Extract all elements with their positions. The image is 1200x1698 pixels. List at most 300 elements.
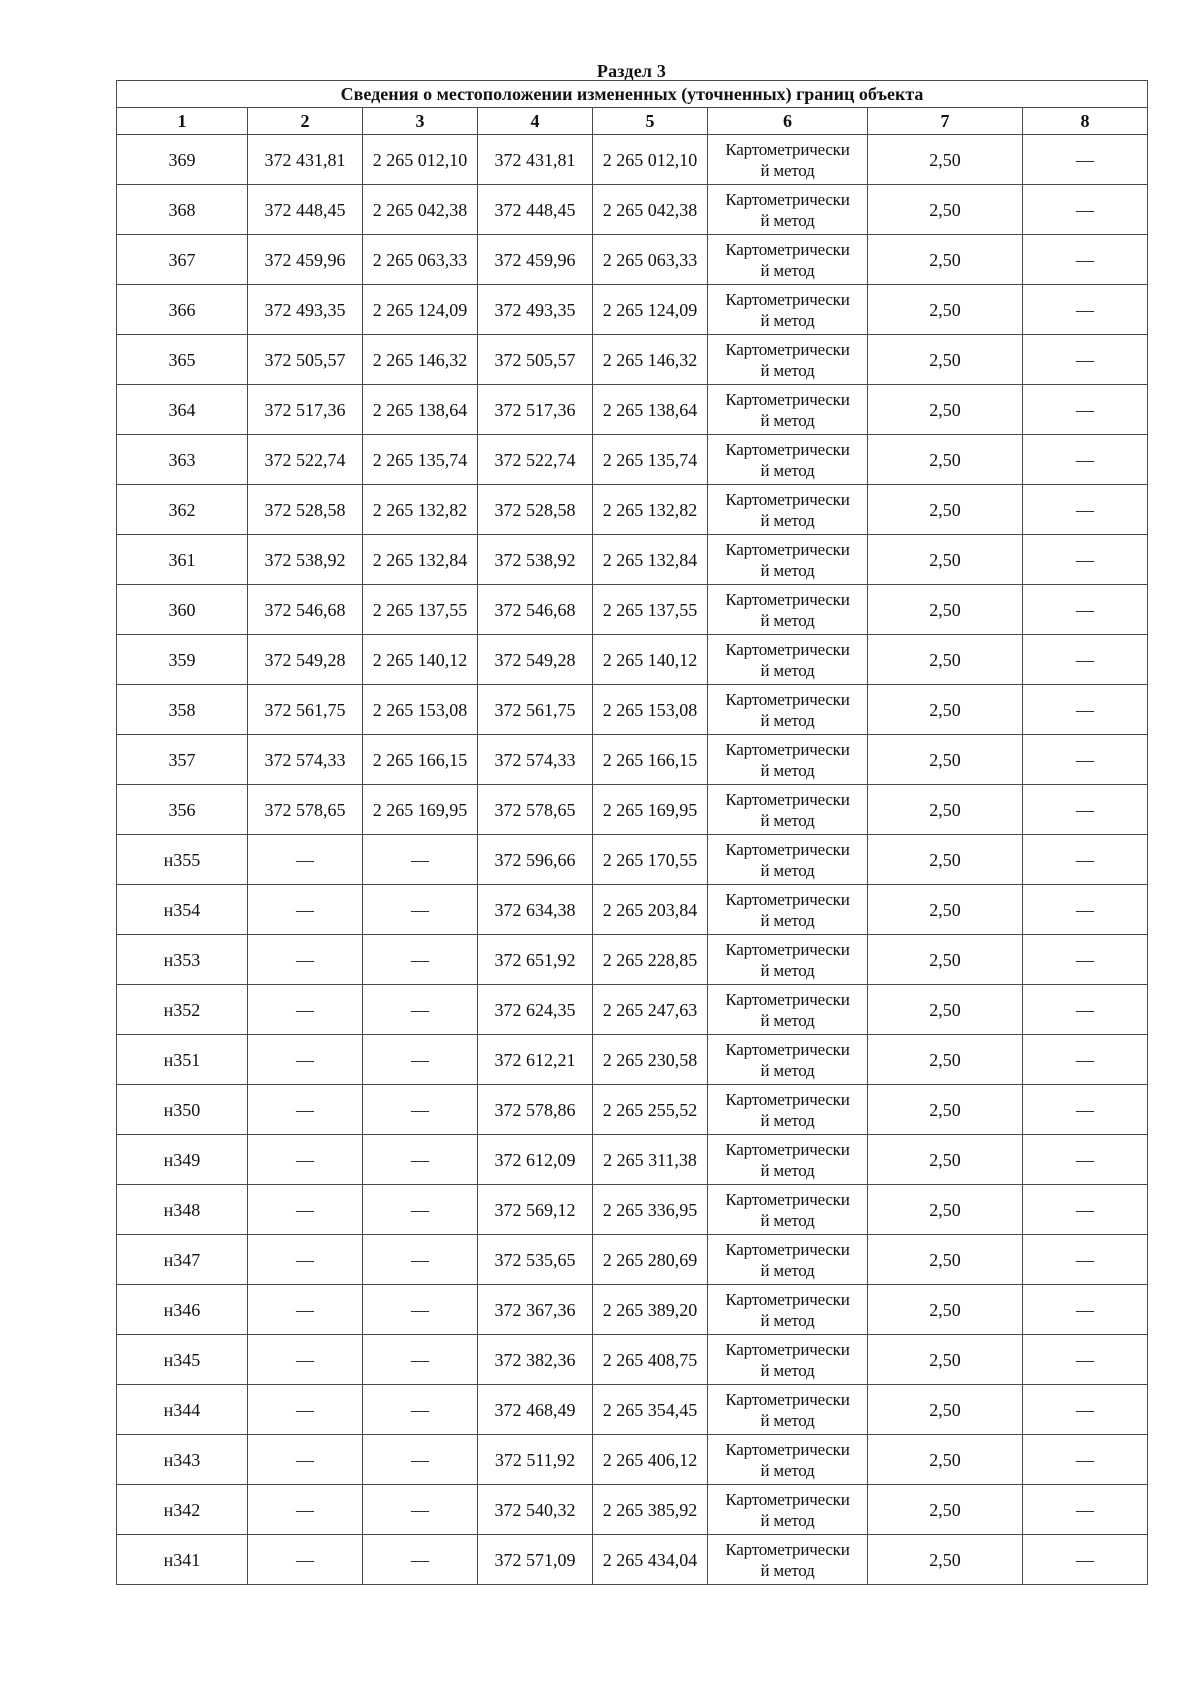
accuracy-cell: 2,50 [868, 1385, 1023, 1435]
table-row [117, 1485, 1148, 1535]
table-row [117, 1185, 1148, 1235]
note-cell: — [1023, 935, 1148, 985]
y-new-cell: 2 265 135,74 [593, 435, 708, 485]
y-old-cell: 2 265 169,95 [363, 785, 478, 835]
note-cell: — [1023, 235, 1148, 285]
x-new-cell: 372 578,86 [478, 1085, 593, 1135]
column-number: 6 [708, 108, 868, 135]
point-number-cell: н341 [117, 1535, 248, 1585]
accuracy-cell: 2,50 [868, 435, 1023, 485]
point-number-cell: 365 [117, 335, 248, 385]
note-cell: — [1023, 1335, 1148, 1385]
method-text: Картометрически [725, 939, 850, 959]
method-text: й метод [760, 1160, 815, 1180]
point-number-cell: н353 [117, 935, 248, 985]
method-cell [708, 985, 868, 1035]
method-text: й метод [760, 1510, 815, 1530]
accuracy-cell: 2,50 [868, 1185, 1023, 1235]
note-cell: — [1023, 435, 1148, 485]
y-old-cell: 2 265 146,32 [363, 335, 478, 385]
column-number: 3 [363, 108, 478, 135]
y-old-cell: 2 265 124,09 [363, 285, 478, 335]
method-text: й метод [760, 810, 815, 830]
y-new-cell: 2 265 012,10 [593, 135, 708, 185]
method-cell [708, 1035, 868, 1085]
y-old-cell: 2 265 138,64 [363, 385, 478, 435]
x-old-cell: — [248, 1235, 363, 1285]
point-number-cell: н347 [117, 1235, 248, 1285]
point-number-cell: 356 [117, 785, 248, 835]
note-cell: — [1023, 1485, 1148, 1535]
table-row [117, 1035, 1148, 1085]
accuracy-cell: 2,50 [868, 985, 1023, 1035]
accuracy-cell: 2,50 [868, 135, 1023, 185]
table-row [117, 785, 1148, 835]
point-number-cell: н342 [117, 1485, 248, 1535]
method-cell [708, 635, 868, 685]
method-text: й метод [760, 710, 815, 730]
note-cell: — [1023, 585, 1148, 635]
column-number: 8 [1023, 108, 1148, 135]
method-text: Картометрически [725, 1339, 850, 1359]
y-new-cell: 2 265 311,38 [593, 1135, 708, 1185]
x-old-cell: — [248, 885, 363, 935]
x-old-cell: 372 505,57 [248, 335, 363, 385]
y-new-cell: 2 265 354,45 [593, 1385, 708, 1435]
table-row [117, 885, 1148, 935]
y-new-cell: 2 265 169,95 [593, 785, 708, 835]
accuracy-cell: 2,50 [868, 785, 1023, 835]
method-text: й метод [760, 1010, 815, 1030]
method-text: й метод [760, 610, 815, 630]
x-new-cell: 372 448,45 [478, 185, 593, 235]
y-old-cell: — [363, 1035, 478, 1085]
accuracy-cell: 2,50 [868, 1135, 1023, 1185]
x-new-cell: 372 538,92 [478, 535, 593, 585]
x-old-cell: — [248, 1085, 363, 1135]
y-old-cell: — [363, 1335, 478, 1385]
point-number-cell: н346 [117, 1285, 248, 1335]
table-body [117, 135, 1148, 1585]
x-old-cell: — [248, 1435, 363, 1485]
y-old-cell: 2 265 166,15 [363, 735, 478, 785]
point-number-cell: н354 [117, 885, 248, 935]
accuracy-cell: 2,50 [868, 485, 1023, 535]
method-text: Картометрически [725, 739, 850, 759]
point-number-cell: 369 [117, 135, 248, 185]
table-caption: Сведения о местоположении измененных (уточненных) границ объекта [117, 81, 1148, 108]
note-cell: — [1023, 835, 1148, 885]
point-number-cell: 367 [117, 235, 248, 285]
accuracy-cell: 2,50 [868, 385, 1023, 435]
method-text: Картометрически [725, 1389, 850, 1409]
method-cell [708, 1335, 868, 1385]
method-text: й метод [760, 1560, 815, 1580]
method-text: й метод [760, 560, 815, 580]
method-text: Картометрически [725, 1139, 850, 1159]
method-cell [708, 535, 868, 585]
method-text: й метод [760, 960, 815, 980]
method-cell [708, 1185, 868, 1235]
point-number-cell: н352 [117, 985, 248, 1035]
point-number-cell: н349 [117, 1135, 248, 1185]
table-row [117, 635, 1148, 685]
accuracy-cell: 2,50 [868, 635, 1023, 685]
note-cell: — [1023, 1435, 1148, 1485]
y-new-cell: 2 265 385,92 [593, 1485, 708, 1535]
x-new-cell: 372 367,36 [478, 1285, 593, 1335]
table-caption-row [117, 81, 1148, 108]
y-new-cell: 2 265 138,64 [593, 385, 708, 435]
column-number: 7 [868, 108, 1023, 135]
method-cell [708, 435, 868, 485]
x-new-cell: 372 493,35 [478, 285, 593, 335]
y-new-cell: 2 265 434,04 [593, 1535, 708, 1585]
table-row [117, 735, 1148, 785]
y-old-cell: — [363, 1435, 478, 1485]
method-text: Картометрически [725, 389, 850, 409]
x-new-cell: 372 571,09 [478, 1535, 593, 1585]
method-text: й метод [760, 1260, 815, 1280]
method-text: Картометрически [725, 1189, 850, 1209]
x-new-cell: 372 612,09 [478, 1135, 593, 1185]
x-new-cell: 372 634,38 [478, 885, 593, 935]
y-new-cell: 2 265 146,32 [593, 335, 708, 385]
method-cell [708, 1235, 868, 1285]
method-text: Картометрически [725, 689, 850, 709]
table-row [117, 1535, 1148, 1585]
method-text: й метод [760, 310, 815, 330]
method-cell [708, 1485, 868, 1535]
point-number-cell: 357 [117, 735, 248, 785]
y-old-cell: — [363, 935, 478, 985]
table-row [117, 685, 1148, 735]
method-text: Картометрически [725, 1289, 850, 1309]
method-cell [708, 1535, 868, 1585]
accuracy-cell: 2,50 [868, 1485, 1023, 1535]
y-new-cell: 2 265 230,58 [593, 1035, 708, 1085]
y-new-cell: 2 265 042,38 [593, 185, 708, 235]
x-old-cell: 372 549,28 [248, 635, 363, 685]
x-old-cell: 372 522,74 [248, 435, 363, 485]
x-new-cell: 372 511,92 [478, 1435, 593, 1485]
method-text: Картометрически [725, 839, 850, 859]
method-cell [708, 585, 868, 635]
y-old-cell: — [363, 1535, 478, 1585]
y-new-cell: 2 265 406,12 [593, 1435, 708, 1485]
x-new-cell: 372 459,96 [478, 235, 593, 285]
accuracy-cell: 2,50 [868, 1435, 1023, 1485]
y-old-cell: — [363, 1235, 478, 1285]
method-text: й метод [760, 1060, 815, 1080]
y-new-cell: 2 265 132,82 [593, 485, 708, 535]
point-number-cell: н345 [117, 1335, 248, 1385]
x-old-cell: — [248, 1185, 363, 1235]
point-number-cell: 361 [117, 535, 248, 585]
point-number-cell: 360 [117, 585, 248, 635]
note-cell: — [1023, 1535, 1148, 1585]
method-cell [708, 785, 868, 835]
method-cell [708, 935, 868, 985]
table-row [117, 235, 1148, 285]
column-number: 2 [248, 108, 363, 135]
table-row [117, 585, 1148, 635]
accuracy-cell: 2,50 [868, 285, 1023, 335]
y-new-cell: 2 265 228,85 [593, 935, 708, 985]
accuracy-cell: 2,50 [868, 935, 1023, 985]
note-cell: — [1023, 135, 1148, 185]
x-new-cell: 372 528,58 [478, 485, 593, 535]
x-new-cell: 372 517,36 [478, 385, 593, 435]
note-cell: — [1023, 335, 1148, 385]
table-row [117, 835, 1148, 885]
x-old-cell: 372 538,92 [248, 535, 363, 585]
table-row [117, 135, 1148, 185]
method-text: й метод [760, 360, 815, 380]
x-old-cell: 372 528,58 [248, 485, 363, 535]
x-new-cell: 372 612,21 [478, 1035, 593, 1085]
point-number-cell: 368 [117, 185, 248, 235]
note-cell: — [1023, 1285, 1148, 1335]
note-cell: — [1023, 985, 1148, 1035]
x-new-cell: 372 522,74 [478, 435, 593, 485]
method-text: Картометрически [725, 1539, 850, 1559]
method-cell [708, 685, 868, 735]
x-new-cell: 372 535,65 [478, 1235, 593, 1285]
table-row [117, 385, 1148, 435]
note-cell: — [1023, 185, 1148, 235]
method-cell [708, 835, 868, 885]
x-old-cell: 372 431,81 [248, 135, 363, 185]
method-text: й метод [760, 910, 815, 930]
point-number-cell: н351 [117, 1035, 248, 1085]
method-text: Картометрически [725, 139, 850, 159]
x-old-cell: — [248, 1535, 363, 1585]
table-row [117, 1235, 1148, 1285]
y-old-cell: — [363, 1185, 478, 1235]
point-number-cell: 366 [117, 285, 248, 335]
point-number-cell: 362 [117, 485, 248, 535]
y-old-cell: — [363, 985, 478, 1035]
y-new-cell: 2 265 170,55 [593, 835, 708, 885]
method-text: Картометрически [725, 1489, 850, 1509]
accuracy-cell: 2,50 [868, 235, 1023, 285]
method-text: й метод [760, 1210, 815, 1230]
y-old-cell: — [363, 885, 478, 935]
method-text: Картометрически [725, 189, 850, 209]
accuracy-cell: 2,50 [868, 185, 1023, 235]
y-new-cell: 2 265 140,12 [593, 635, 708, 685]
note-cell: — [1023, 885, 1148, 935]
x-new-cell: 372 382,36 [478, 1335, 593, 1385]
table-row [117, 1285, 1148, 1335]
y-old-cell: — [363, 1285, 478, 1335]
table-row [117, 985, 1148, 1035]
method-text: Картометрически [725, 239, 850, 259]
method-cell [708, 335, 868, 385]
method-text: й метод [760, 1460, 815, 1480]
y-old-cell: 2 265 132,84 [363, 535, 478, 585]
method-text: й метод [760, 1110, 815, 1130]
point-number-cell: 363 [117, 435, 248, 485]
y-old-cell: — [363, 1385, 478, 1435]
y-new-cell: 2 265 153,08 [593, 685, 708, 735]
y-old-cell: 2 265 132,82 [363, 485, 478, 535]
method-cell [708, 185, 868, 235]
table-row [117, 485, 1148, 535]
x-old-cell: 372 574,33 [248, 735, 363, 785]
note-cell: — [1023, 735, 1148, 785]
x-old-cell: 372 561,75 [248, 685, 363, 735]
note-cell: — [1023, 1035, 1148, 1085]
method-text: й метод [760, 1360, 815, 1380]
method-text: Картометрически [725, 989, 850, 1009]
method-text: Картометрически [725, 789, 850, 809]
coordinates-table [116, 80, 1148, 1585]
x-new-cell: 372 569,12 [478, 1185, 593, 1235]
y-old-cell: — [363, 1135, 478, 1185]
note-cell: — [1023, 485, 1148, 535]
method-cell [708, 135, 868, 185]
column-number: 1 [117, 108, 248, 135]
x-new-cell: 372 468,49 [478, 1385, 593, 1435]
x-old-cell: — [248, 1485, 363, 1535]
method-text: й метод [760, 210, 815, 230]
x-new-cell: 372 596,66 [478, 835, 593, 885]
accuracy-cell: 2,50 [868, 585, 1023, 635]
x-old-cell: 372 546,68 [248, 585, 363, 635]
accuracy-cell: 2,50 [868, 885, 1023, 935]
x-new-cell: 372 431,81 [478, 135, 593, 185]
method-text: й метод [760, 460, 815, 480]
note-cell: — [1023, 635, 1148, 685]
method-text: й метод [760, 1410, 815, 1430]
point-number-cell: 359 [117, 635, 248, 685]
method-cell [708, 885, 868, 935]
y-old-cell: — [363, 1085, 478, 1135]
method-text: Картометрически [725, 439, 850, 459]
x-old-cell: 372 459,96 [248, 235, 363, 285]
method-text: Картометрически [725, 1439, 850, 1459]
table-row [117, 535, 1148, 585]
point-number-cell: н350 [117, 1085, 248, 1135]
table-row [117, 1085, 1148, 1135]
y-new-cell: 2 265 203,84 [593, 885, 708, 935]
accuracy-cell: 2,50 [868, 1335, 1023, 1385]
method-cell [708, 1385, 868, 1435]
point-number-cell: н348 [117, 1185, 248, 1235]
x-new-cell: 372 578,65 [478, 785, 593, 835]
method-cell [708, 1135, 868, 1185]
x-old-cell: — [248, 935, 363, 985]
method-text: Картометрически [725, 289, 850, 309]
method-text: Картометрически [725, 1039, 850, 1059]
y-old-cell: 2 265 153,08 [363, 685, 478, 735]
method-text: й метод [760, 760, 815, 780]
table-row [117, 1435, 1148, 1485]
accuracy-cell: 2,50 [868, 1035, 1023, 1085]
x-new-cell: 372 574,33 [478, 735, 593, 785]
method-text: Картометрически [725, 1239, 850, 1259]
x-old-cell: 372 493,35 [248, 285, 363, 335]
method-cell [708, 485, 868, 535]
method-cell [708, 1435, 868, 1485]
y-new-cell: 2 265 166,15 [593, 735, 708, 785]
x-old-cell: — [248, 1285, 363, 1335]
method-cell [708, 1285, 868, 1335]
y-old-cell: — [363, 1485, 478, 1535]
accuracy-cell: 2,50 [868, 685, 1023, 735]
x-old-cell: 372 517,36 [248, 385, 363, 435]
method-text: й метод [760, 410, 815, 430]
method-text: й метод [760, 510, 815, 530]
note-cell: — [1023, 785, 1148, 835]
method-text: Картометрически [725, 589, 850, 609]
x-old-cell: 372 578,65 [248, 785, 363, 835]
note-cell: — [1023, 1235, 1148, 1285]
y-new-cell: 2 265 336,95 [593, 1185, 708, 1235]
x-old-cell: — [248, 1035, 363, 1085]
note-cell: — [1023, 535, 1148, 585]
x-new-cell: 372 624,35 [478, 985, 593, 1035]
accuracy-cell: 2,50 [868, 835, 1023, 885]
table-row [117, 185, 1148, 235]
x-new-cell: 372 505,57 [478, 335, 593, 385]
note-cell: — [1023, 1185, 1148, 1235]
point-number-cell: н355 [117, 835, 248, 885]
table-row [117, 1135, 1148, 1185]
y-new-cell: 2 265 124,09 [593, 285, 708, 335]
note-cell: — [1023, 1085, 1148, 1135]
method-text: Картометрически [725, 889, 850, 909]
y-old-cell: 2 265 135,74 [363, 435, 478, 485]
x-new-cell: 372 540,32 [478, 1485, 593, 1535]
accuracy-cell: 2,50 [868, 735, 1023, 785]
y-old-cell: 2 265 012,10 [363, 135, 478, 185]
y-old-cell: 2 265 042,38 [363, 185, 478, 235]
method-cell [708, 735, 868, 785]
x-new-cell: 372 549,28 [478, 635, 593, 685]
method-text: й метод [760, 260, 815, 280]
table-row [117, 285, 1148, 335]
table-row [117, 1335, 1148, 1385]
note-cell: — [1023, 1385, 1148, 1435]
method-text: й метод [760, 1310, 815, 1330]
x-old-cell: 372 448,45 [248, 185, 363, 235]
accuracy-cell: 2,50 [868, 335, 1023, 385]
method-cell [708, 385, 868, 435]
y-new-cell: 2 265 132,84 [593, 535, 708, 585]
x-old-cell: — [248, 1385, 363, 1435]
column-number: 5 [593, 108, 708, 135]
accuracy-cell: 2,50 [868, 535, 1023, 585]
accuracy-cell: 2,50 [868, 1085, 1023, 1135]
y-new-cell: 2 265 255,52 [593, 1085, 708, 1135]
table-row [117, 1385, 1148, 1435]
x-new-cell: 372 546,68 [478, 585, 593, 635]
method-cell [708, 1085, 868, 1135]
method-text: й метод [760, 160, 815, 180]
x-old-cell: — [248, 985, 363, 1035]
method-cell [708, 285, 868, 335]
column-number: 4 [478, 108, 593, 135]
y-new-cell: 2 265 280,69 [593, 1235, 708, 1285]
accuracy-cell: 2,50 [868, 1535, 1023, 1585]
x-old-cell: — [248, 1135, 363, 1185]
method-text: Картометрически [725, 639, 850, 659]
note-cell: — [1023, 285, 1148, 335]
x-old-cell: — [248, 1335, 363, 1385]
